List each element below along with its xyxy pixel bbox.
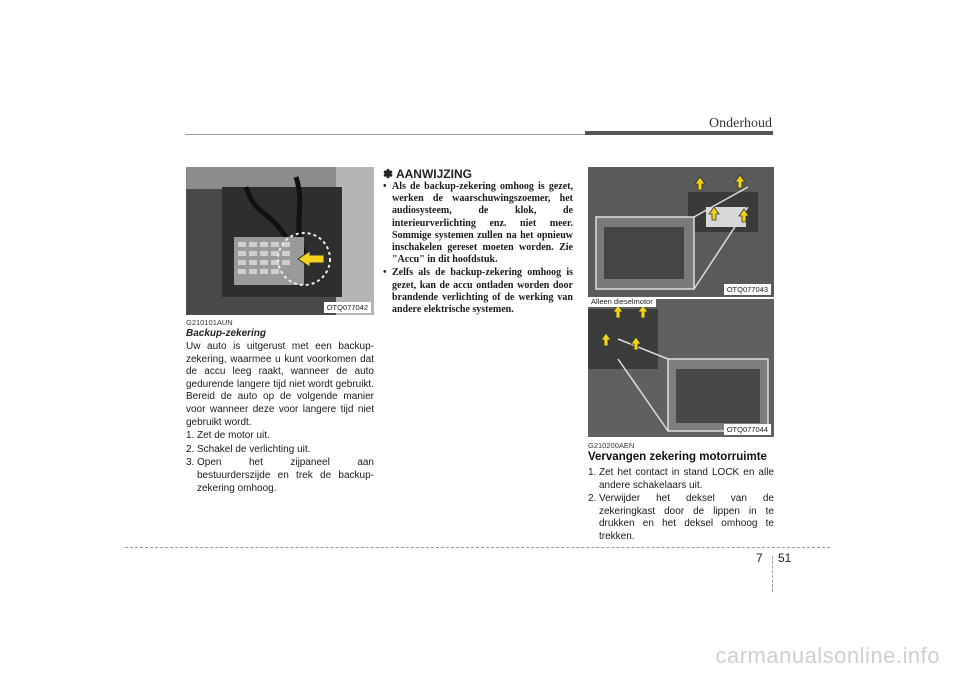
list-item [588, 467, 774, 492]
step-text: Schakel de verlichting uit. [197, 443, 311, 455]
engine-bay-illustration-2 [588, 299, 774, 437]
engine-fuse-photo-1 [588, 167, 774, 297]
section-code-2: G210200AEN [588, 441, 635, 450]
step-number: 2. [186, 443, 195, 455]
body-paragraph: Uw auto is uitgerust met een backup-zekering, waarmee u kunt voorkomen dat de accu leeg raakt, wanneer de auto gedurende langere tijd niet wordt gebruikt. Bereid de auto op de volgende manier voor wanneer deze voor langere tijd niet gebruikt wordt. [186, 341, 374, 428]
step-text: Zet het contact in stand LOCK en alle andere schakelaars uit. [599, 467, 774, 491]
step-number: 2. [588, 493, 597, 505]
heading-replace-engine-fuse: Vervangen zekering motorruimte [588, 451, 767, 463]
header-rule-thick [585, 131, 773, 135]
engine-fuse-photo-2 [588, 299, 774, 437]
note-title: ✽ AANWIJZING [383, 167, 472, 181]
page-number: 51 [778, 551, 792, 565]
list-item [186, 457, 374, 495]
engine-bay-illustration-1 [588, 167, 774, 297]
header-rule-thin [185, 134, 585, 135]
note-list [383, 181, 573, 317]
step-number: 1. [186, 430, 195, 442]
list-item [186, 430, 374, 443]
chapter-number: 7 [756, 551, 763, 565]
step-list [186, 430, 374, 495]
section-title: Onderhoud [709, 116, 772, 131]
step-number: 1. [588, 467, 597, 478]
photo-label-otq077042: OTQ077042 [324, 302, 371, 313]
note-text: Zelfs als de backup-zekering omhoog is gezet, kan de accu ontladen worden door brandende verlichting of de werking van andere elektrische systemen. [392, 267, 573, 316]
subheading-backup-fuse: Backup-zekering [186, 328, 267, 339]
backup-fuse-photo [186, 167, 374, 315]
watermark: carmanualsonline.info [715, 643, 940, 668]
fuse-panel-illustration [186, 167, 374, 315]
engine-step-list [588, 466, 774, 544]
section-code: G210101AUN [186, 318, 233, 327]
footer-rule [125, 547, 830, 548]
photo-label-otq077043: OTQ077043 [724, 284, 771, 295]
backup-fuse-body [186, 341, 374, 495]
step-text: Verwijder het deksel van de zekeringkast door de lippen in te drukken en het deksel omhoog te trekken. [599, 493, 774, 542]
footer-divider [772, 556, 773, 592]
bullet: • [383, 181, 387, 192]
diesel-only-tag: Alleen dieselmotor [588, 297, 656, 307]
list-item [383, 181, 573, 266]
step-number: 3. [186, 457, 195, 469]
step-text: Open het zijpaneel aan bestuurderszijde en trek de backup-zekering omhoog. [197, 457, 374, 494]
list-item [383, 267, 573, 316]
list-item [588, 493, 774, 543]
bullet: • [383, 267, 387, 279]
photo-label-otq077044: OTQ077044 [724, 424, 771, 435]
list-item [186, 444, 374, 457]
note-text: Als de backup-zekering omhoog is gezet, werken de waarschuwingszoemer, het audiosysteem, de klok, de interieurverlichting enz. niet meer. Sommige systemen zullen na het opnieuw inschakelen gereset moeten worden. Zie "Accu" in dit hoofdstuk. [392, 181, 573, 266]
step-text: Zet de motor uit. [197, 430, 270, 442]
